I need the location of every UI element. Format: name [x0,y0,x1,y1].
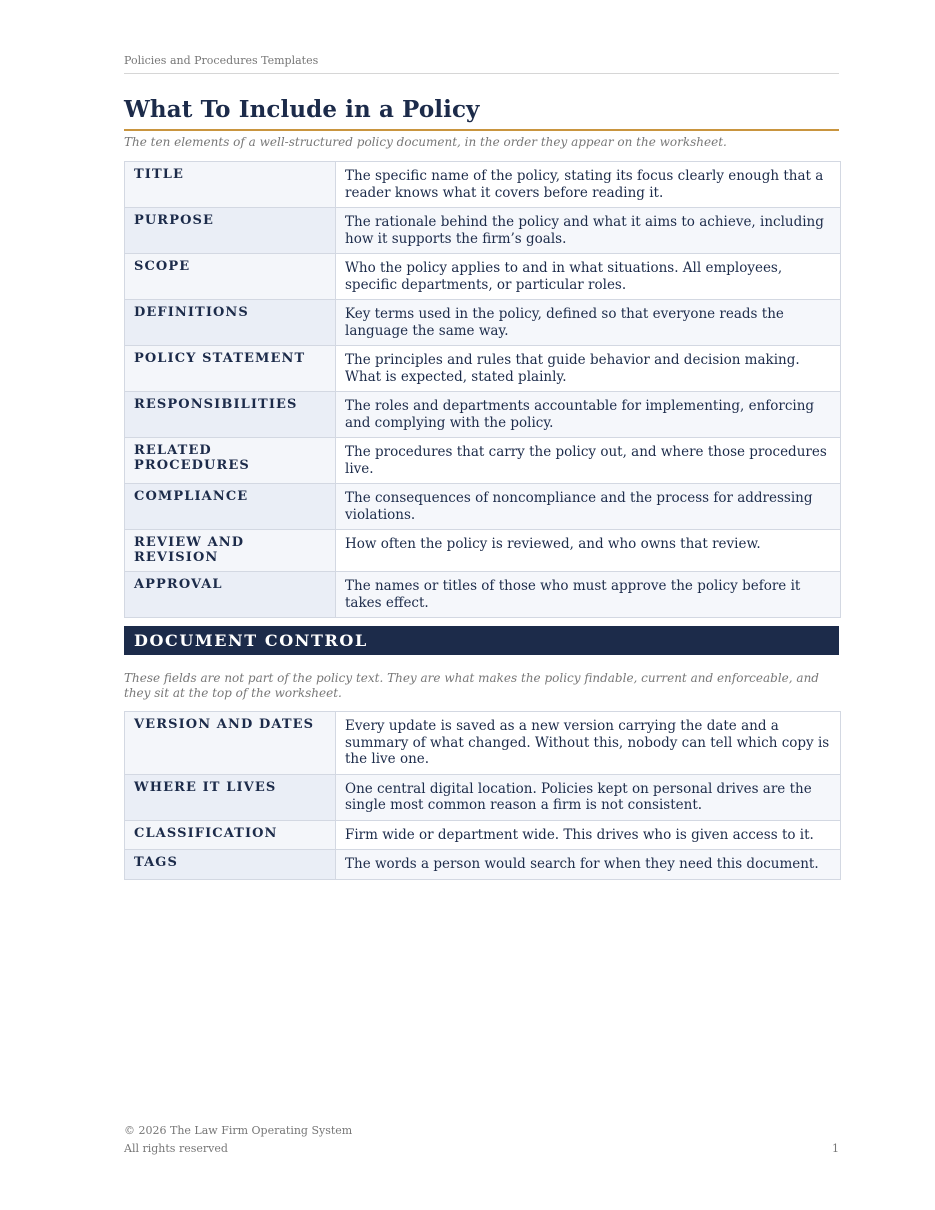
table-row [125,208,841,254]
element-term: COMPLIANCE [125,484,336,530]
document-control-intro: These fields are not part of the policy text. They are what makes the policy findable, current and enforceable, and they sit at the top of the worksheet. [124,671,819,700]
page-title: What To Include in a Policy [124,96,839,131]
control-term: WHERE IT LIVES [125,774,336,820]
element-term: DEFINITIONS [125,300,336,346]
element-description: The rationale behind the policy and what it aims to achieve, including how it supports the firm’s goals. [336,208,841,254]
control-term: TAGS [125,850,336,880]
element-term: SCOPE [125,254,336,300]
control-description: Every update is saved as a new version carrying the date and a summary of what changed. Without this, nobody can tell which copy is the live one. [336,712,841,775]
control-description: Firm wide or department wide. This drives who is given access to it. [336,820,841,850]
table-row [125,572,841,618]
table-row [125,712,841,775]
table-row [125,392,841,438]
table-row [125,530,841,572]
intro-text: The ten elements of a well-structured policy document, in the order they appear on the worksheet. [124,135,727,149]
element-term: APPROVAL [125,572,336,618]
policy-elements-table [124,161,841,618]
element-description: The specific name of the policy, stating its focus clearly enough that a reader knows what it covers before reading it. [336,162,841,208]
element-term: RELATED PROCEDURES [125,438,336,484]
control-description: The words a person would search for when they need this document. [336,850,841,880]
table-row [125,850,841,880]
element-description: How often the policy is reviewed, and who owns that review. [336,530,841,572]
footer [124,1122,352,1158]
document-control-heading: DOCUMENT CONTROL [124,626,839,655]
element-term: RESPONSIBILITIES [125,392,336,438]
element-term: REVIEW AND REVISION [125,530,336,572]
element-description: The consequences of noncompliance and the process for addressing violations. [336,484,841,530]
running-header: Policies and Procedures Templates [124,54,839,74]
table-row [125,820,841,850]
page-number: 1 [832,1142,839,1155]
footer-copyright: © 2026 The Law Firm Operating System [124,1124,353,1137]
element-description: The names or titles of those who must approve the policy before it takes effect. [336,572,841,618]
element-description: The principles and rules that guide behavior and decision making. What is expected, stated plainly. [336,346,841,392]
document-control-table [124,711,841,880]
control-term: VERSION AND DATES [125,712,336,775]
element-description: The procedures that carry the policy out, and where those procedures live. [336,438,841,484]
table-row [125,774,841,820]
table-row [125,254,841,300]
control-term: CLASSIFICATION [125,820,336,850]
control-description: One central digital location. Policies kept on personal drives are the single most common reason a firm is not consistent. [336,774,841,820]
document-page [124,0,839,1210]
element-term: POLICY STATEMENT [125,346,336,392]
element-description: Who the policy applies to and in what situations. All employees, specific departments, or particular roles. [336,254,841,300]
element-term: PURPOSE [125,208,336,254]
table-row [125,438,841,484]
table-row [125,300,841,346]
table-row [125,484,841,530]
element-term: TITLE [125,162,336,208]
table-row [125,162,841,208]
table-row [125,346,841,392]
footer-rights: All rights reserved [124,1142,228,1155]
element-description: Key terms used in the policy, defined so that everyone reads the language the same way. [336,300,841,346]
element-description: The roles and departments accountable for implementing, enforcing and complying with the policy. [336,392,841,438]
